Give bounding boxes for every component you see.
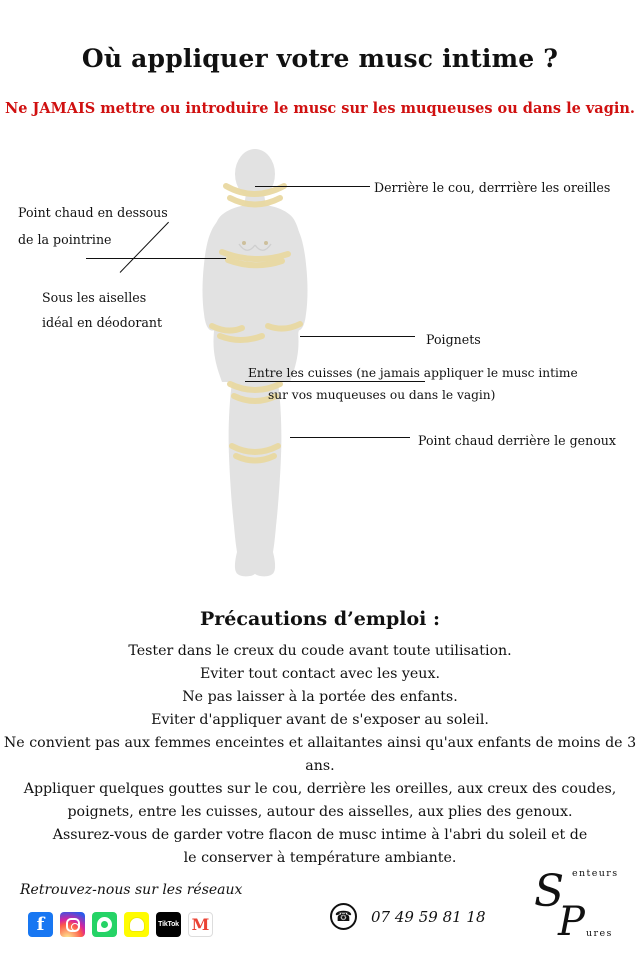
precaution-line: le conserver à température ambiante. [183,850,457,866]
leader-behind-knees [290,437,410,438]
precautions-title: Précautions d’emploi : [200,608,440,630]
label-under-chest-line2: de la pointrine [18,232,112,247]
precaution-line: Tester dans le creux du coude avant toute utilisation. [128,643,512,659]
snapchat-glyph [129,917,145,932]
gmail-glyph: M [191,915,210,934]
whatsapp-icon[interactable] [92,912,117,937]
facebook-glyph: f [36,913,45,935]
precaution-line: Eviter d'appliquer avant de s'exposer au soleil. [151,712,489,728]
brand-logo [528,866,624,950]
phone-contact[interactable] [330,903,486,930]
snapchat-icon[interactable] [124,912,149,937]
precaution-line: Appliquer quelques gouttes sur le cou, derrière les oreilles, aux creux des coudes, [23,781,617,797]
brand-word-bottom: ures [586,928,613,939]
precautions-list [0,640,640,870]
label-armpits-line1: Sous les aiselles [42,290,147,305]
precaution-line: Eviter tout contact avec les yeux. [200,666,440,682]
phone-icon: ☎ [330,903,357,930]
leader-under-chest [86,258,226,259]
social-links [28,912,213,937]
label-under-chest-line1: Point chaud en dessous [18,205,168,220]
brand-letter-p: P [558,899,585,945]
page-title: Où appliquer votre musc intime ? [81,44,559,73]
tiktok-icon[interactable] [156,912,181,937]
brand-letter-s: S [534,866,565,917]
instagram-glyph [66,918,80,932]
precaution-line: Ne pas laisser à la portée des enfants. [182,689,458,705]
label-thighs-line1: Entre les cuisses (ne jamais appliquer le musc intime [248,366,578,380]
follow-us-text: Retrouvez-nous sur les réseaux [20,882,243,898]
instagram-icon[interactable] [60,912,85,937]
leader-wrists [300,336,415,337]
precaution-line: Ne convient pas aux femmes enceintes et allaitantes ainsi qu'aux enfants de moins de 3 ans. [3,735,637,774]
label-armpits-line2: idéal en déodorant [42,315,163,330]
label-neck-ears: Derrière le cou, derrrière les oreilles [374,180,611,195]
leader-neck-ears [255,186,370,187]
label-wrists: Poignets [426,332,481,347]
precaution-line: Assurez-vous de garder votre flacon de musc intime à l'abri du soleil et de [52,827,588,843]
precaution-line: poignets, entre les cuisses, autour des aisselles, aux plies des genoux. [67,804,573,820]
brand-word-top: enteurs [572,868,619,879]
whatsapp-glyph [97,917,112,932]
facebook-icon[interactable] [28,912,53,937]
gmail-icon[interactable] [188,912,213,937]
female-body-silhouette [203,149,308,576]
label-behind-knees: Point chaud derrière le genoux [418,433,617,448]
tiktok-glyph: TikTok [158,921,179,928]
label-thighs-line2: sur vos muqueuses ou dans le vagin) [268,388,496,402]
warning-text: Ne JAMAIS mettre ou introduire le musc sur les muqueuses ou dans le vagin. [5,100,635,117]
phone-number: 07 49 59 81 18 [371,907,486,926]
